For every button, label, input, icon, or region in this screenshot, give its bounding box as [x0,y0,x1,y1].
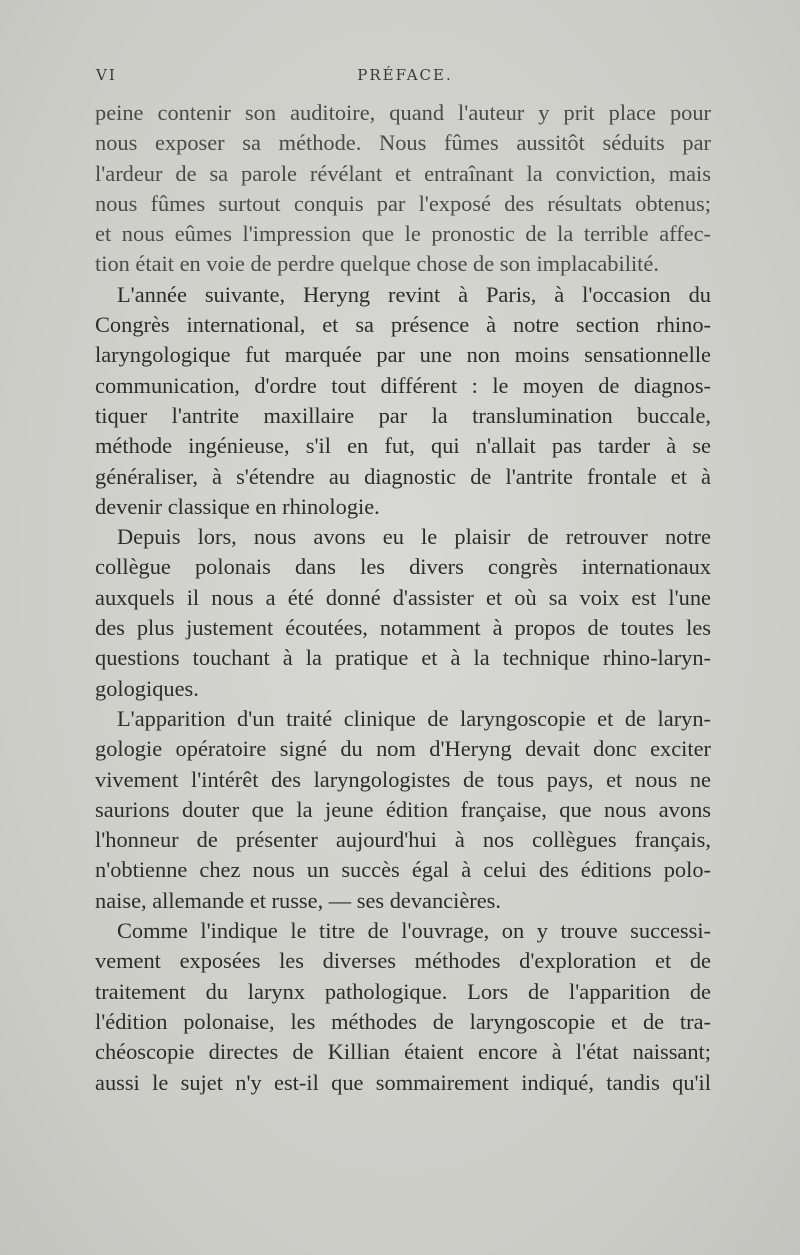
text-line: l'ardeur de sa parole révélant et entraînant la conviction, mais [95,160,711,186]
text-line: vement exposées les diverses méthodes d'exploration et de [95,948,711,974]
text-line: l'édition polonaise, les méthodes de laryngoscopie et de tra- [95,1008,711,1034]
text-line: tion était en voie de perdre quelque chose de son implacabilité. [95,251,659,277]
text-line: nous fûmes surtout conquis par l'exposé des résultats obtenus; [95,190,711,216]
text-line: méthode ingénieuse, s'il en fut, qui n'allait pas tarder à se [95,433,711,459]
running-title: PRÉFACE. [357,66,453,84]
text-line: Congrès international, et sa présence à notre section rhino- [95,312,711,338]
text-line: auxquels il nous a été donné d'assister et où sa voix est l'une [95,584,711,610]
text-line: communication, d'ordre tout différent : le moyen de diagnos- [95,372,711,398]
text-line: laryngologique fut marquée par une non moins sensationnelle [95,342,711,368]
text-line: naise, allemande et russe, — ses devancières. [95,887,501,913]
paragraph-1 [95,98,711,280]
text-line: généraliser, à s'étendre au diagnostic de l'antrite frontale et à [95,463,711,489]
text-line: gologiques. [95,675,199,701]
paragraph-3 [95,522,711,704]
text-line: aussi le sujet n'y est-il que sommairement indiqué, tandis qu'il [95,1069,711,1095]
text-line: gologie opératoire signé du nom d'Heryng devait donc exciter [95,736,711,762]
text-line: tiquer l'antrite maxillaire par la translumination buccale, [95,402,711,428]
text-line: l'honneur de présenter aujourd'hui à nos collègues français, [95,827,711,853]
running-header [96,66,714,86]
text-line: collègue polonais dans les divers congrès internationaux [95,554,711,580]
text-line: peine contenir son auditoire, quand l'auteur y prit place pour [95,100,711,125]
paragraph-5 [95,916,711,1098]
text-line: chéoscopie directes de Killian étaient encore à l'état naissant; [95,1039,711,1065]
text-line: et nous eûmes l'impression que le pronostic de la terrible affec- [95,221,711,247]
text-line: saurions douter que la jeune édition française, que nous avons [95,796,711,822]
paragraph-4 [95,704,711,916]
text-line: devenir classique en rhinologie. [95,493,380,519]
text-line: Depuis lors, nous avons eu le plaisir de retrouver notre [117,524,711,550]
text-line: n'obtienne chez nous un succès égal à celui des éditions polo- [95,857,711,883]
text-line: L'apparition d'un traité clinique de laryngoscopie et de laryn- [117,705,711,731]
text-line: vivement l'intérêt des laryngologistes de tous pays, et nous ne [95,766,711,792]
text-line: des plus justement écoutées, notamment à propos de toutes les [95,615,711,641]
page-number: VI [96,66,117,84]
body-text [95,98,711,1098]
text-line: Comme l'indique le titre de l'ouvrage, on y trouve successi- [117,918,711,944]
text-line: questions touchant à la pratique et à la technique rhino-laryn- [95,645,711,671]
paragraph-2 [95,280,711,522]
text-line: nous exposer sa méthode. Nous fûmes aussitôt séduits par [95,130,711,156]
text-line: traitement du larynx pathologique. Lors de l'apparition de [95,978,711,1004]
text-line: L'année suivante, Heryng revint à Paris, à l'occasion du [117,281,711,307]
